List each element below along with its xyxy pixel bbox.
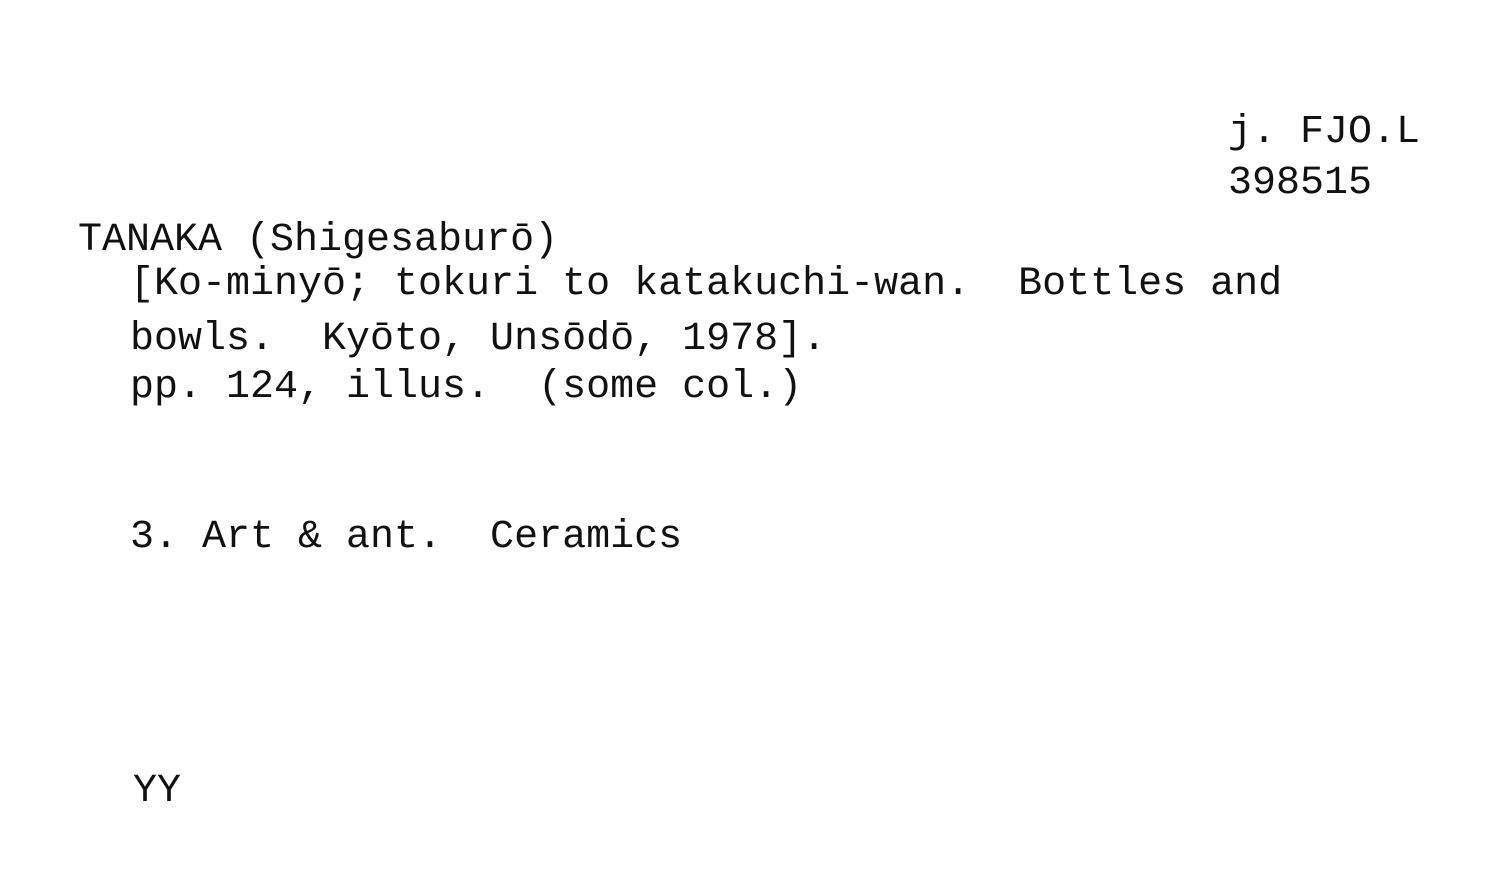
author-heading: TANAKA (Shigesaburō) <box>78 218 559 263</box>
cataloguer-initials: YY <box>133 769 182 814</box>
shelfmark: j. FJO.L <box>1228 110 1421 155</box>
title-line-2: bowls. Kyōto, Unsōdō, 1978]. <box>130 317 827 362</box>
accession-number: 398515 <box>1228 161 1373 206</box>
title-line-1: [Ko-minyō; tokuri to katakuchi-wan. Bottles and <box>130 262 1283 307</box>
collation: pp. 124, illus. (some col.) <box>130 365 803 410</box>
subject-classification: 3. Art & ant. Ceramics <box>130 515 683 560</box>
